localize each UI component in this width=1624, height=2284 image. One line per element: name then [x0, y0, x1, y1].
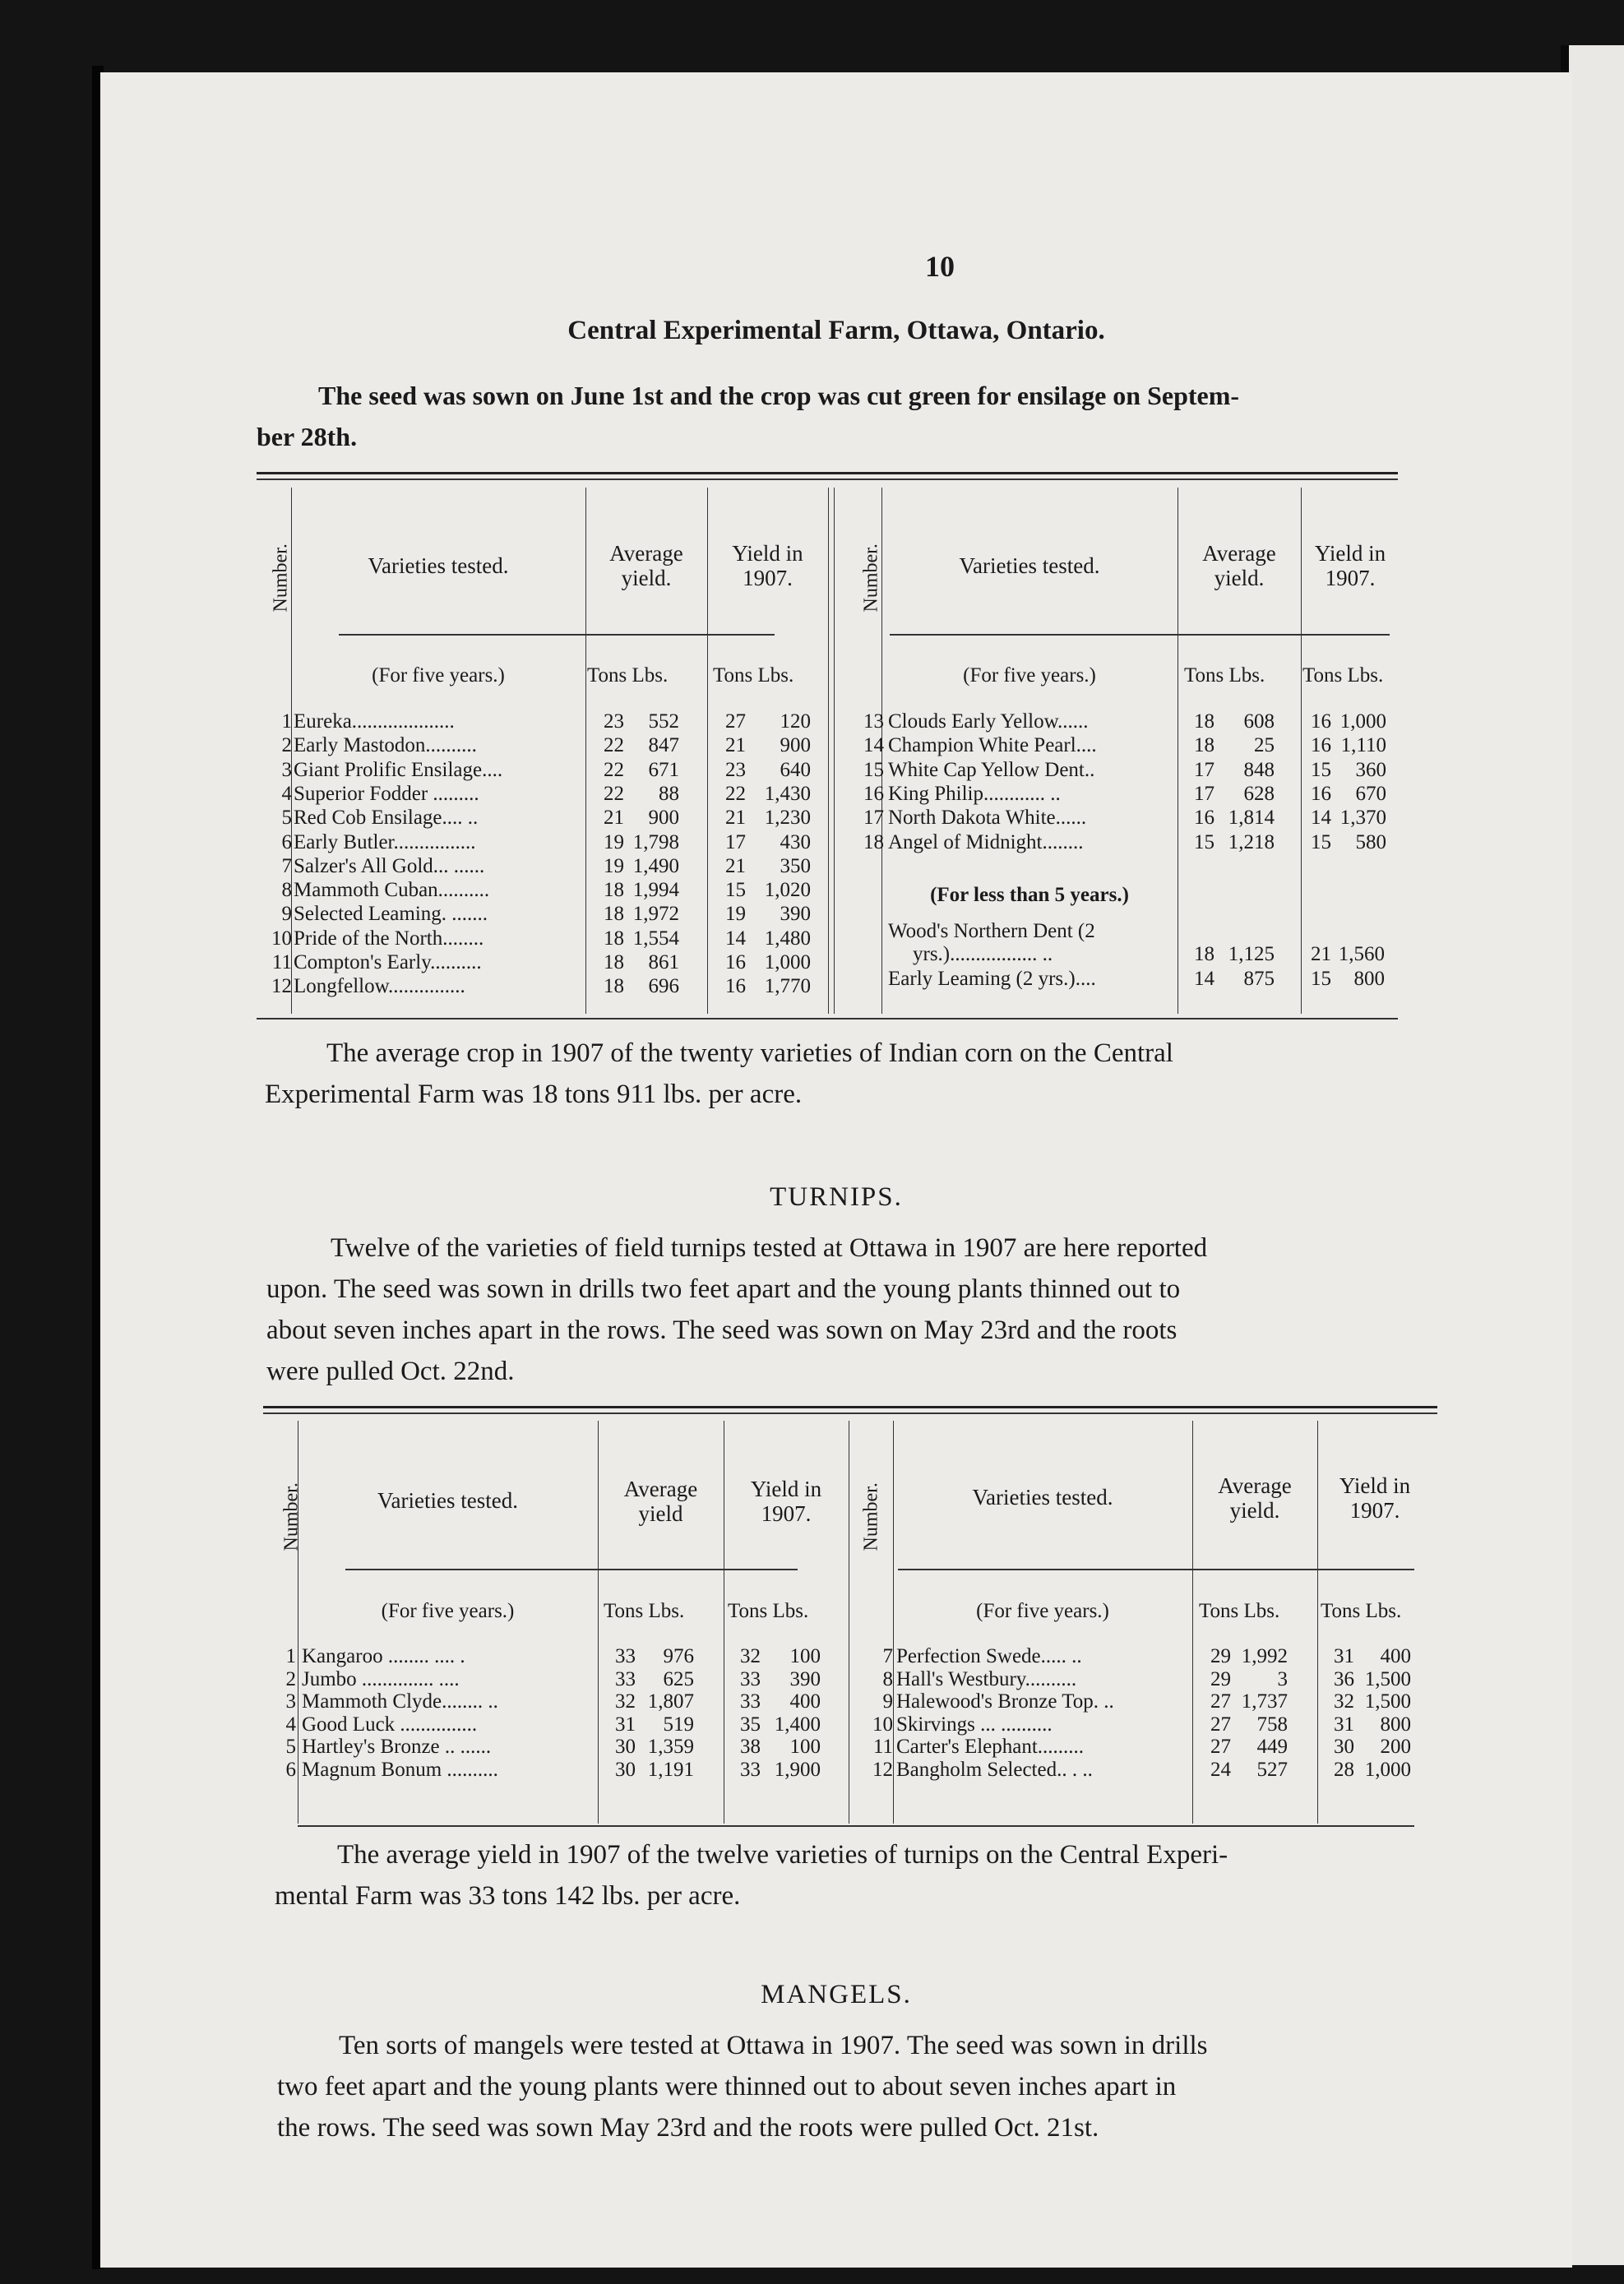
corn-varieties-header-left: Varieties tested.: [368, 553, 509, 578]
turnip-tons-lbs-avg-right: Tons Lbs.: [1199, 1600, 1280, 1622]
turnips-heading: TURNIPS.: [770, 1182, 903, 1212]
turnip-right-row-yield-tons: 31: [1334, 1713, 1354, 1736]
turnip-right-row-avg-lbs: 1,992: [1241, 1645, 1288, 1667]
corn-left-row-number: 2: [281, 734, 292, 757]
corn-left-row-number: 7: [281, 854, 292, 877]
corn-five-years-right: (For five years.): [963, 664, 1096, 687]
corn-left-row-yield-lbs: 120: [780, 710, 811, 733]
corn-left-row-name: Early Butler................: [294, 830, 476, 853]
corn-left-row-number: 1: [281, 710, 292, 733]
corn-avg-header-left: Average yield.: [609, 541, 683, 590]
turnip-left-row-number: 6: [285, 1758, 296, 1781]
corn-right-row-yield-lbs: 580: [1355, 830, 1386, 853]
corn-left-row-avg-tons: 22: [604, 782, 624, 805]
corn-right-row-number: 14: [863, 734, 884, 757]
corn-left-row-avg-tons: 18: [604, 927, 624, 950]
turnip-left-row-avg-tons: 33: [615, 1667, 636, 1690]
turnip-right-row-yield-tons: 28: [1334, 1758, 1354, 1781]
turnip-left-row-name: Hartley's Bronze .. ......: [302, 1736, 492, 1758]
corn-left-row-yield-tons: 16: [725, 951, 746, 973]
turnip-left-row-name: Good Luck ...............: [302, 1713, 478, 1736]
corn-left-row-name: Red Cob Ensilage.... ..: [294, 807, 479, 830]
corn-right-row-avg-tons: 17: [1194, 782, 1215, 805]
corn-right-row-avg-lbs: 25: [1254, 734, 1275, 757]
corn-right-row-yield-tons: 15: [1311, 830, 1331, 853]
corn-summary-line-2: Experimental Farm was 18 tons 911 lbs. per acre.: [265, 1080, 803, 1109]
corn-right-row-number: 18: [863, 830, 884, 853]
turnip-left-row-name: Mammoth Clyde........ ..: [302, 1690, 498, 1713]
corn-left-row-yield-tons: 27: [725, 710, 746, 733]
corn-left-row-avg-tons: 22: [604, 734, 624, 757]
corn-left-row-yield-lbs: 430: [780, 830, 811, 853]
turnip-left-row-yield-lbs: 1,400: [774, 1713, 821, 1736]
corn-left-row-avg-tons: 18: [604, 903, 624, 926]
turnip-right-row-number: 8: [882, 1667, 893, 1690]
corn-left-row-number: 4: [281, 782, 292, 805]
turnip-left-row-yield-tons: 33: [740, 1667, 761, 1690]
turnip-varieties-header-right: Varieties tested.: [972, 1485, 1113, 1510]
corn-left-row-yield-tons: 21: [725, 807, 746, 830]
corn-left-row-avg-tons: 18: [604, 975, 624, 998]
turnip-summary-line-2: mental Farm was 33 tons 142 lbs. per acre.: [275, 1881, 741, 1911]
corn-right-row-name: White Cap Yellow Dent..: [888, 758, 1095, 781]
turnip-right-row-yield-lbs: 800: [1380, 1713, 1411, 1736]
corn-right-row-avg-tons: 15: [1194, 830, 1215, 853]
turnip-tons-lbs-yield-right: Tons Lbs.: [1321, 1600, 1402, 1622]
turnip-right-row-name: Skirvings ... ..........: [896, 1713, 1053, 1736]
corn-left-row-yield-lbs: 1,000: [764, 951, 811, 973]
corn-tons-lbs-avg-right: Tons Lbs.: [1184, 664, 1265, 687]
corn-right-row-yield-lbs: 360: [1355, 758, 1386, 781]
corn-left-row-name: Mammoth Cuban..........: [294, 879, 490, 902]
corn-extra-1-avg-tons: 18: [1194, 943, 1215, 965]
turnip-right-row-number: 11: [872, 1736, 893, 1758]
turnip-right-row-avg-tons: 29: [1210, 1645, 1231, 1667]
turnip-avg-header-left: Average yield: [623, 1477, 698, 1526]
corn-left-row-number: 10: [271, 927, 292, 950]
turnip-left-row-avg-lbs: 1,191: [647, 1758, 694, 1781]
turnip-left-row-avg-tons: 30: [615, 1736, 636, 1758]
turnip-left-row-avg-lbs: 519: [663, 1713, 694, 1736]
corn-extra-1-name-cont: yrs.)................. ..: [913, 943, 1053, 965]
turnip-right-row-name: Perfection Swede..... ..: [896, 1645, 1082, 1667]
corn-right-row-yield-lbs: 670: [1355, 782, 1386, 805]
turnip-right-row-yield-tons: 36: [1334, 1667, 1354, 1690]
turnip-right-row-yield-lbs: 1,500: [1364, 1667, 1411, 1690]
corn-right-row-yield-lbs: 1,370: [1339, 807, 1386, 830]
turnips-intro-line-2: upon. The seed was sown in drills two feet apart and the young plants thinned out to: [266, 1274, 1181, 1304]
corn-left-row-avg-lbs: 88: [659, 782, 679, 805]
corn-left-row-yield-tons: 17: [725, 830, 746, 853]
corn-left-row-yield-lbs: 900: [780, 734, 811, 757]
next-page: [1569, 45, 1624, 2265]
turnip-summary-line-1: The average yield in 1907 of the twelve varieties of turnips on the Central Experi-: [337, 1840, 1228, 1870]
turnip-right-row-avg-lbs: 758: [1256, 1713, 1288, 1736]
corn-left-row-avg-lbs: 1,972: [632, 903, 679, 926]
corn-right-row-name: Champion White Pearl....: [888, 734, 1097, 757]
corn-intro-line-1: The seed was sown on June 1st and the crop was cut green for ensilage on Septem-: [318, 381, 1240, 410]
turnip-left-row-yield-lbs: 100: [789, 1645, 821, 1667]
document-page: [100, 72, 1572, 2268]
corn-right-row-avg-tons: 16: [1194, 807, 1215, 830]
turnip-right-row-name: Bangholm Selected.. . ..: [896, 1758, 1093, 1781]
corn-number-header-right: Number.: [860, 543, 882, 613]
corn-left-row-number: 12: [271, 975, 292, 998]
corn-intro-line-2: ber 28th.: [257, 422, 358, 451]
turnip-left-row-yield-tons: 38: [740, 1736, 761, 1758]
turnip-right-row-yield-tons: 31: [1334, 1645, 1354, 1667]
mangels-intro-line-1: Ten sorts of mangels were tested at Ottawa in 1907. The seed was sown in drills: [339, 2031, 1208, 2060]
turnip-left-row-yield-tons: 32: [740, 1645, 761, 1667]
corn-left-row-number: 11: [271, 951, 292, 973]
corn-right-row-yield-tons: 14: [1311, 807, 1331, 830]
corn-extra-1-avg-lbs: 1,125: [1228, 943, 1275, 965]
corn-extra-2-avg-lbs: 875: [1243, 968, 1275, 990]
corn-left-row-avg-tons: 19: [604, 830, 624, 853]
turnip-left-row-yield-tons: 35: [740, 1713, 761, 1736]
corn-right-row-avg-lbs: 1,814: [1228, 807, 1275, 830]
corn-right-row-number: 15: [863, 758, 884, 781]
corn-right-row-avg-lbs: 628: [1243, 782, 1275, 805]
corn-extra-2-avg-tons: 14: [1194, 968, 1215, 990]
corn-left-row-yield-tons: 22: [725, 782, 746, 805]
turnip-yield-header-left: Yield in 1907.: [750, 1477, 822, 1526]
turnip-five-years-right: (For five years.): [976, 1600, 1109, 1622]
corn-avg-header-right: Average yield.: [1202, 541, 1276, 590]
turnip-left-row-name: Kangaroo ........ .... .: [302, 1645, 465, 1667]
corn-extra-2-yield-lbs: 800: [1353, 968, 1385, 990]
corn-left-row-yield-lbs: 390: [780, 903, 811, 926]
turnip-right-row-number: 9: [882, 1690, 893, 1713]
corn-yield-header-left: Yield in 1907.: [732, 541, 803, 590]
turnip-left-row-yield-lbs: 400: [789, 1690, 821, 1713]
corn-left-row-avg-lbs: 552: [648, 710, 679, 733]
corn-left-row-name: Pride of the North........: [294, 927, 484, 950]
turnips-intro-line-1: Twelve of the varieties of field turnips tested at Ottawa in 1907 are here reported: [331, 1233, 1208, 1263]
turnip-left-row-avg-tons: 30: [615, 1758, 636, 1781]
turnip-left-row-number: 1: [285, 1645, 296, 1667]
turnips-intro-line-3: about seven inches apart in the rows. The seed was sown on May 23rd and the roots: [266, 1315, 1178, 1345]
mangels-intro-line-3: the rows. The seed was sown May 23rd and the roots were pulled Oct. 21st.: [277, 2113, 1099, 2143]
turnip-left-row-yield-tons: 33: [740, 1758, 761, 1781]
turnip-right-row-name: Hall's Westbury..........: [896, 1667, 1077, 1690]
corn-left-row-number: 3: [281, 758, 292, 781]
corn-right-row-name: North Dakota White......: [888, 807, 1087, 830]
turnip-right-row-yield-lbs: 1,500: [1364, 1690, 1411, 1713]
corn-left-row-name: Salzer's All Gold... ......: [294, 854, 485, 877]
turnip-left-row-avg-lbs: 976: [663, 1645, 694, 1667]
turnip-left-row-name: Jumbo .............. ....: [302, 1667, 460, 1690]
corn-left-row-yield-tons: 21: [725, 854, 746, 877]
corn-left-row-yield-lbs: 640: [780, 758, 811, 781]
turnip-right-row-yield-tons: 30: [1334, 1736, 1354, 1758]
corn-right-row-avg-lbs: 1,218: [1228, 830, 1275, 853]
corn-left-row-yield-lbs: 1,230: [764, 807, 811, 830]
corn-right-row-avg-lbs: 608: [1243, 710, 1275, 733]
turnip-tons-lbs-avg-left: Tons Lbs.: [604, 1600, 685, 1622]
corn-left-row-avg-lbs: 1,490: [632, 854, 679, 877]
corn-left-row-number: 6: [281, 830, 292, 853]
farm-heading: Central Experimental Farm, Ottawa, Ontario.: [567, 316, 1105, 345]
corn-left-row-avg-tons: 21: [604, 807, 624, 830]
corn-left-row-avg-lbs: 1,798: [632, 830, 679, 853]
turnip-left-row-number: 5: [285, 1736, 296, 1758]
corn-left-row-name: Giant Prolific Ensilage....: [294, 758, 503, 781]
turnip-left-row-avg-lbs: 625: [663, 1667, 694, 1690]
corn-right-row-number: 13: [863, 710, 884, 733]
turnip-left-row-avg-lbs: 1,807: [647, 1690, 694, 1713]
corn-extra-1-name: Wood's Northern Dent (2: [888, 920, 1095, 942]
corn-left-row-yield-tons: 14: [725, 927, 746, 950]
turnip-right-row-avg-lbs: 3: [1277, 1667, 1288, 1690]
corn-left-row-avg-lbs: 900: [648, 807, 679, 830]
corn-left-row-yield-lbs: 1,430: [764, 782, 811, 805]
corn-left-row-yield-lbs: 1,770: [764, 975, 811, 998]
turnip-left-row-name: Magnum Bonum ..........: [302, 1758, 498, 1781]
turnip-tons-lbs-yield-left: Tons Lbs.: [728, 1600, 809, 1622]
corn-varieties-header-right: Varieties tested.: [959, 553, 1100, 578]
corn-left-row-avg-tons: 22: [604, 758, 624, 781]
corn-left-row-avg-lbs: 861: [648, 951, 679, 973]
corn-number-header-left: Number.: [270, 543, 292, 613]
corn-tons-lbs-avg-left: Tons Lbs.: [587, 664, 669, 687]
corn-extra-2-yield-tons: 15: [1311, 968, 1331, 990]
turnip-right-row-avg-tons: 24: [1210, 1758, 1231, 1781]
mangels-heading: MANGELS.: [761, 1980, 912, 2009]
turnip-left-row-yield-tons: 33: [740, 1690, 761, 1713]
turnip-five-years-left: (For five years.): [381, 1600, 515, 1622]
corn-right-row-name: Clouds Early Yellow......: [888, 710, 1089, 733]
turnip-right-row-yield-lbs: 400: [1380, 1645, 1411, 1667]
corn-right-row-yield-tons: 16: [1311, 710, 1331, 733]
corn-summary-line-1: The average crop in 1907 of the twenty varieties of Indian corn on the Central: [326, 1038, 1173, 1068]
corn-left-row-name: Eureka....................: [294, 710, 455, 733]
corn-yield-header-right: Yield in 1907.: [1314, 541, 1386, 590]
turnip-right-row-name: Carter's Elephant.........: [896, 1736, 1085, 1758]
corn-left-row-yield-lbs: 1,480: [764, 927, 811, 950]
corn-left-row-number: 8: [281, 879, 292, 902]
turnip-number-header-left: Number.: [280, 1482, 303, 1551]
turnip-left-row-avg-lbs: 1,359: [647, 1736, 694, 1758]
turnip-right-row-yield-lbs: 200: [1380, 1736, 1411, 1758]
corn-left-row-avg-lbs: 696: [648, 975, 679, 998]
corn-left-row-avg-tons: 18: [604, 879, 624, 902]
turnip-right-row-number: 12: [872, 1758, 893, 1781]
turnip-right-row-avg-lbs: 1,737: [1241, 1690, 1288, 1713]
turnip-right-row-avg-tons: 27: [1210, 1736, 1231, 1758]
corn-left-row-yield-tons: 23: [725, 758, 746, 781]
corn-left-row-number: 9: [281, 903, 292, 926]
turnip-avg-header-right: Average yield.: [1218, 1473, 1292, 1523]
turnip-right-row-number: 10: [872, 1713, 893, 1736]
corn-less-than-5: (For less than 5 years.): [930, 884, 1129, 906]
turnip-right-row-avg-tons: 27: [1210, 1690, 1231, 1713]
turnip-right-row-name: Halewood's Bronze Top. ..: [896, 1690, 1114, 1713]
corn-right-row-avg-tons: 18: [1194, 710, 1215, 733]
corn-left-row-yield-tons: 16: [725, 975, 746, 998]
corn-right-row-number: 16: [863, 782, 884, 805]
corn-right-row-yield-lbs: 1,110: [1340, 734, 1386, 757]
corn-left-row-avg-lbs: 1,994: [632, 879, 679, 902]
corn-left-row-name: Longfellow...............: [294, 975, 465, 998]
turnip-left-row-number: 2: [285, 1667, 296, 1690]
corn-five-years-left: (For five years.): [372, 664, 505, 687]
corn-left-row-name: Compton's Early..........: [294, 951, 482, 973]
turnip-left-row-avg-tons: 31: [615, 1713, 636, 1736]
corn-left-row-name: Early Mastodon..........: [294, 734, 477, 757]
turnip-right-row-avg-lbs: 527: [1256, 1758, 1288, 1781]
corn-left-row-name: Selected Leaming. .......: [294, 903, 488, 926]
corn-left-row-avg-tons: 19: [604, 854, 624, 877]
corn-left-row-avg-lbs: 671: [648, 758, 679, 781]
turnip-left-row-avg-tons: 32: [615, 1690, 636, 1713]
turnips-intro-line-4: were pulled Oct. 22nd.: [266, 1357, 515, 1386]
corn-tons-lbs-yield-right: Tons Lbs.: [1302, 664, 1384, 687]
corn-right-row-yield-lbs: 1,000: [1339, 710, 1386, 733]
corn-right-row-avg-lbs: 848: [1243, 758, 1275, 781]
corn-right-row-yield-tons: 15: [1311, 758, 1331, 781]
corn-right-row-yield-tons: 16: [1311, 782, 1331, 805]
corn-left-row-yield-tons: 21: [725, 734, 746, 757]
turnip-left-row-number: 4: [285, 1713, 296, 1736]
corn-left-row-avg-lbs: 847: [648, 734, 679, 757]
turnip-right-row-avg-tons: 27: [1210, 1713, 1231, 1736]
turnip-left-row-yield-lbs: 1,900: [774, 1758, 821, 1781]
corn-tons-lbs-yield-left: Tons Lbs.: [713, 664, 794, 687]
corn-extra-1-yield-lbs: 1,560: [1338, 943, 1385, 965]
page-number: 10: [925, 250, 955, 283]
turnip-right-row-avg-lbs: 449: [1256, 1736, 1288, 1758]
turnip-left-row-number: 3: [285, 1690, 296, 1713]
corn-left-row-number: 5: [281, 807, 292, 830]
turnip-right-row-yield-lbs: 1,000: [1364, 1758, 1411, 1781]
turnip-left-row-yield-lbs: 390: [789, 1667, 821, 1690]
corn-right-row-name: King Philip............ ..: [888, 782, 1061, 805]
turnip-varieties-header-left: Varieties tested.: [377, 1488, 518, 1513]
corn-right-row-avg-tons: 18: [1194, 734, 1215, 757]
corn-right-row-yield-tons: 16: [1311, 734, 1331, 757]
corn-left-row-avg-tons: 23: [604, 710, 624, 733]
turnip-right-row-avg-tons: 29: [1210, 1667, 1231, 1690]
turnip-left-row-yield-lbs: 100: [789, 1736, 821, 1758]
corn-left-row-name: Superior Fodder .........: [294, 782, 479, 805]
mangels-intro-line-2: two feet apart and the young plants were thinned out to about seven inches apart in: [277, 2072, 1177, 2101]
corn-left-row-yield-lbs: 1,020: [764, 879, 811, 902]
turnip-yield-header-right: Yield in 1907.: [1339, 1473, 1411, 1523]
corn-left-row-yield-tons: 19: [725, 903, 746, 926]
corn-right-row-name: Angel of Midnight........: [888, 830, 1084, 853]
turnip-right-row-yield-tons: 32: [1334, 1690, 1354, 1713]
turnip-number-header-right: Number.: [860, 1482, 882, 1551]
corn-left-row-yield-lbs: 350: [780, 854, 811, 877]
corn-extra-1-yield-tons: 21: [1311, 943, 1331, 965]
corn-left-row-avg-tons: 18: [604, 951, 624, 973]
corn-left-row-yield-tons: 15: [725, 879, 746, 902]
corn-extra-2-name: Early Leaming (2 yrs.)....: [888, 968, 1096, 990]
turnip-left-row-avg-tons: 33: [615, 1645, 636, 1667]
turnip-right-row-number: 7: [882, 1645, 893, 1667]
corn-left-row-avg-lbs: 1,554: [632, 927, 679, 950]
corn-right-row-avg-tons: 17: [1194, 758, 1215, 781]
corn-right-row-number: 17: [863, 807, 884, 830]
